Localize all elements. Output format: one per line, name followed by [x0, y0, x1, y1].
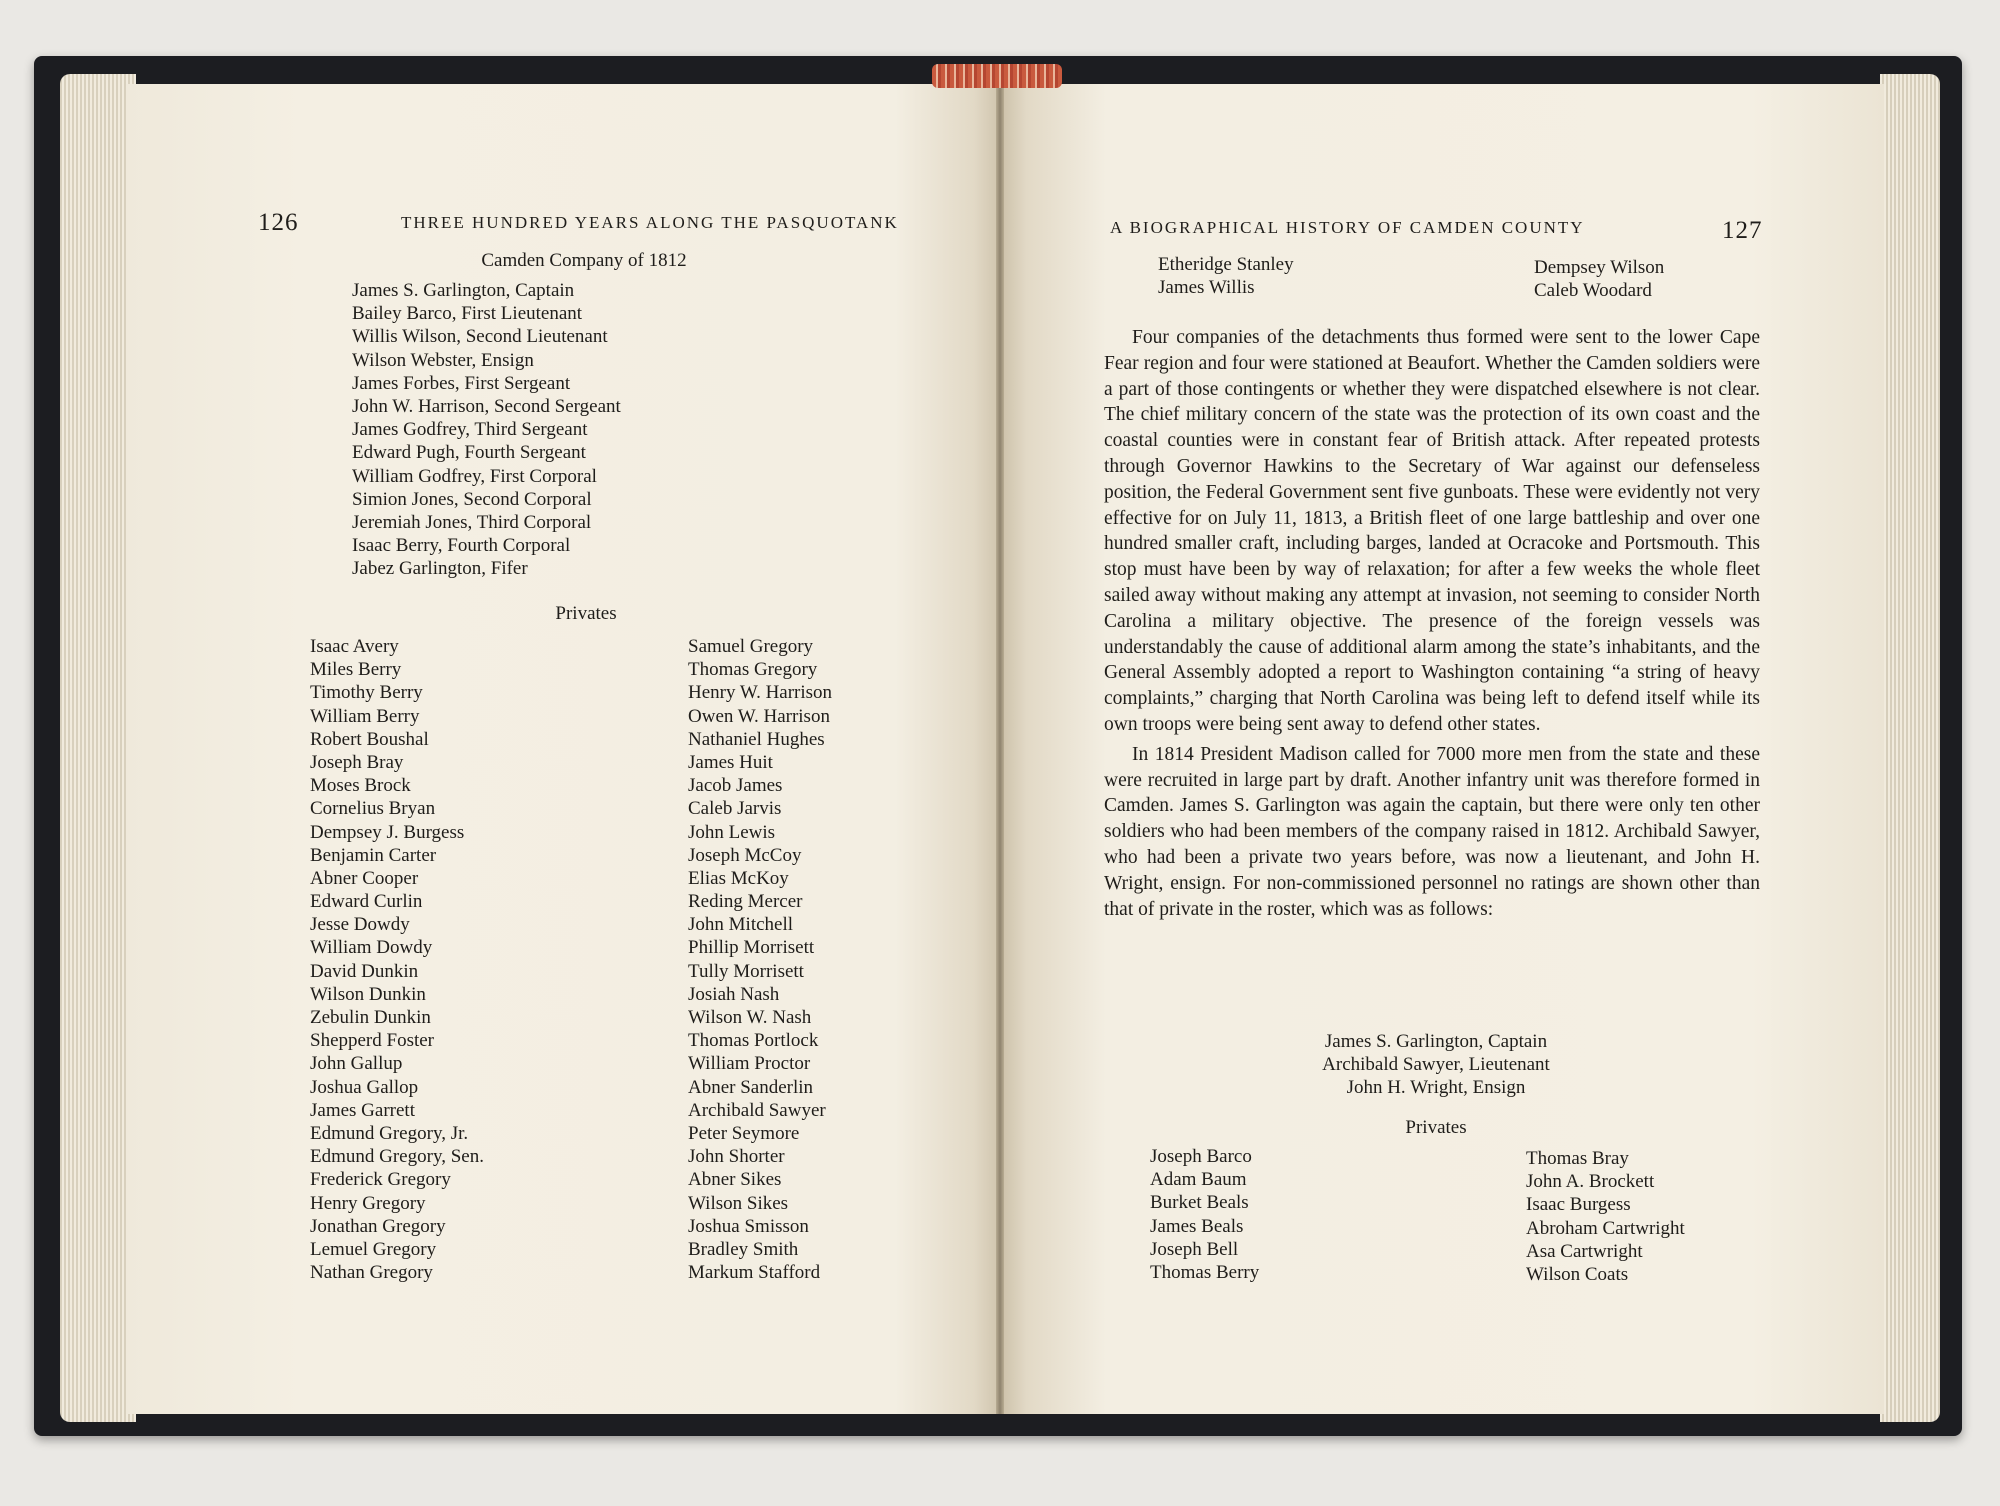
private-entry: Henry W. Harrison: [688, 682, 833, 704]
private-entry: William Berry: [310, 705, 420, 727]
private-entry: Elias McKoy: [688, 867, 789, 889]
privates-heading-1814: Privates: [1405, 1117, 1467, 1138]
private-entry: Moses Brock: [310, 775, 411, 797]
private-entry: James Huit: [688, 751, 773, 773]
private-entry: Abroham Cartwright: [1526, 1217, 1685, 1239]
body-text: [1104, 325, 1760, 922]
private-entry: Jacob James: [688, 775, 783, 797]
officer-entry: Isaac Berry, Fourth Corporal: [352, 535, 571, 557]
private-entry: John Gallup: [310, 1053, 403, 1075]
private-entry: Thomas Gregory: [688, 659, 818, 681]
private-entry: Tully Morrisett: [688, 960, 804, 982]
officer-entry: James Forbes, First Sergeant: [352, 372, 571, 394]
officer-entry: Archibald Sawyer, Lieutenant: [1322, 1054, 1550, 1076]
private-entry: Edward Curlin: [310, 891, 423, 913]
private-entry: William Proctor: [688, 1053, 811, 1075]
continued-roster-col1: [1158, 253, 1294, 299]
paragraph: In 1814 President Madison called for 7000 more men from the state and these were recruited in large part by draft. Another infantry unit was therefore formed in Camden. James S. Garlington was again the captain, but there were only ten other soldiers who had been members of the company raised in 1812. Archibald Sawyer, who had been a private two years before, was now a lieutenant, and John H. Wright, ensign. For non-commissioned personnel no ratings are shown other than that of private in the roster, which was as follows:: [1104, 743, 1760, 920]
private-entry: Cornelius Bryan: [310, 798, 436, 820]
private-entry: Abner Sanderlin: [688, 1076, 814, 1098]
officer-entry: Jabez Garlington, Fifer: [352, 558, 528, 580]
book-gutter: [996, 84, 1004, 1414]
private-entry: Joshua Smisson: [688, 1215, 809, 1237]
private-entry: John Shorter: [688, 1146, 785, 1168]
private-entry: Joseph Barco: [1150, 1146, 1252, 1167]
private-entry: Frederick Gregory: [310, 1169, 451, 1191]
private-entry: Caleb Jarvis: [688, 798, 782, 820]
privates-1812-col2: [688, 635, 832, 1284]
officer-entry: William Godfrey, First Corporal: [352, 465, 597, 487]
private-entry: Burket Beals: [1150, 1192, 1249, 1214]
private-entry: Joseph Bray: [310, 751, 404, 773]
private-entry: Abner Cooper: [310, 867, 419, 889]
private-entry: Edmund Gregory, Sen.: [310, 1146, 484, 1168]
officer-entry: Willis Wilson, Second Lieutenant: [352, 326, 608, 348]
officer-entry: Simion Jones, Second Corporal: [352, 488, 592, 510]
officers-1812-list: [352, 279, 621, 580]
left-page-number: 126: [258, 209, 299, 236]
right-running-head: A BIOGRAPHICAL HISTORY OF CAMDEN COUNTY: [1110, 218, 1585, 237]
book-headband: [932, 64, 1062, 88]
private-entry: Zebulin Dunkin: [310, 1007, 431, 1028]
private-entry: John Lewis: [688, 821, 776, 843]
private-entry: Joseph Bell: [1150, 1238, 1239, 1260]
private-entry: Thomas Bray: [1526, 1148, 1629, 1169]
private-entry: Joseph McCoy: [688, 844, 802, 866]
private-entry: Timothy Berry: [310, 682, 423, 704]
private-entry: Nathaniel Hughes: [688, 728, 825, 750]
private-entry: Owen W. Harrison: [688, 705, 830, 727]
private-entry: Wilson Sikes: [688, 1192, 789, 1214]
private-entry: Wilson Coats: [1526, 1263, 1629, 1285]
private-entry: Thomas Berry: [1150, 1261, 1260, 1283]
private-entry: Samuel Gregory: [688, 636, 814, 657]
private-entry: Shepperd Foster: [310, 1030, 435, 1052]
private-entry: Miles Berry: [310, 659, 402, 681]
private-entry: James Garrett: [310, 1099, 415, 1121]
private-entry: Josiah Nash: [688, 983, 780, 1005]
private-entry: Nathan Gregory: [310, 1262, 433, 1284]
private-entry: Archibald Sawyer: [688, 1099, 826, 1121]
private-entry: Lemuel Gregory: [310, 1238, 437, 1260]
private-entry: James Willis: [1158, 277, 1255, 299]
right-page-number: 127: [1722, 217, 1763, 244]
officer-entry: Edward Pugh, Fourth Sergeant: [352, 442, 586, 464]
private-entry: Reding Mercer: [688, 891, 803, 913]
private-entry: Etheridge Stanley: [1158, 254, 1294, 275]
officer-entry: James S. Garlington, Captain: [1324, 1031, 1548, 1052]
privates-1814-col1: [1150, 1145, 1259, 1284]
officer-entry: James Godfrey, Third Sergeant: [352, 419, 588, 441]
privates-1812-col1: [310, 635, 484, 1284]
private-entry: James Beals: [1150, 1215, 1244, 1237]
private-entry: Adam Baum: [1150, 1169, 1247, 1191]
officer-entry: John W. Harrison, Second Sergeant: [352, 395, 621, 417]
private-entry: John A. Brockett: [1526, 1171, 1655, 1193]
continued-roster-col2: [1534, 256, 1664, 302]
private-entry: Peter Seymore: [688, 1122, 800, 1144]
private-entry: Caleb Woodard: [1534, 280, 1652, 302]
officer-entry: Bailey Barco, First Lieutenant: [352, 303, 583, 325]
officer-entry: John H. Wright, Ensign: [1346, 1077, 1526, 1099]
private-entry: Thomas Portlock: [688, 1030, 819, 1052]
privates-heading-1812: Privates: [555, 603, 617, 624]
private-entry: Asa Cartwright: [1526, 1240, 1643, 1262]
private-entry: Bradley Smith: [688, 1238, 799, 1260]
private-entry: Dempsey J. Burgess: [310, 821, 465, 843]
private-entry: Wilson W. Nash: [688, 1007, 812, 1028]
private-entry: William Dowdy: [310, 937, 433, 959]
private-entry: Jesse Dowdy: [310, 914, 410, 936]
private-entry: Benjamin Carter: [310, 844, 437, 866]
private-entry: Markum Stafford: [688, 1262, 821, 1284]
paragraph: Four companies of the detachments thus formed were sent to the lower Cape Fear region and four were stationed at Beaufort. Whether the Camden soldiers were a part of those contingents or whether they were dispatched elsewhere is not clear. The chief military concern of the state was the protection of its own coast and the coastal counties were in constant fear of British attack. After repeated protests through Governor Hawkins to the Secretary of War against our defenseless position, the Federal Government sent five gunboats. These were evidently not very effective for on July 11, 1813, a British fleet of one large battleship and over one hundred smaller craft, including barges, landed at Ocracoke and Portsmouth. This stop must have been by way of relaxation; for after a few weeks the whole fleet sailed away without making any attempt at invasion, not seeming to consider North Carolina a military objective. The presence of the foreign vessels was understandably the cause of additional alarm among the state’s inhabitants, and the General Assembly adopted a report to Washington containing “a string of heavy complaints,” charging that North Carolina was being left to defend itself while its own troops were being sent away to defend other states.: [1104, 327, 1760, 735]
officer-entry: Wilson Webster, Ensign: [352, 349, 534, 371]
private-entry: David Dunkin: [310, 960, 419, 982]
officer-entry: James S. Garlington, Captain: [352, 280, 575, 301]
private-entry: Jonathan Gregory: [310, 1215, 446, 1237]
private-entry: Dempsey Wilson: [1534, 257, 1665, 278]
private-entry: Phillip Morrisett: [688, 937, 815, 959]
page-edges-left: [60, 74, 136, 1422]
private-entry: Edmund Gregory, Jr.: [310, 1122, 469, 1144]
officers-1814-list: [1256, 1030, 1616, 1100]
private-entry: Robert Boushal: [310, 728, 429, 750]
left-running-head: THREE HUNDRED YEARS ALONG THE PASQUOTANK: [401, 213, 899, 232]
private-entry: Wilson Dunkin: [310, 983, 426, 1005]
privates-1814-col2: [1526, 1147, 1685, 1286]
officer-entry: Jeremiah Jones, Third Corporal: [352, 511, 592, 533]
section-title: Camden Company of 1812: [481, 250, 687, 271]
private-entry: Henry Gregory: [310, 1192, 426, 1214]
page-edges-right: [1880, 74, 1940, 1422]
private-entry: Isaac Burgess: [1526, 1194, 1631, 1216]
private-entry: Joshua Gallop: [310, 1076, 419, 1098]
private-entry: Abner Sikes: [688, 1169, 782, 1191]
private-entry: John Mitchell: [688, 914, 794, 936]
private-entry: Isaac Avery: [310, 636, 399, 657]
